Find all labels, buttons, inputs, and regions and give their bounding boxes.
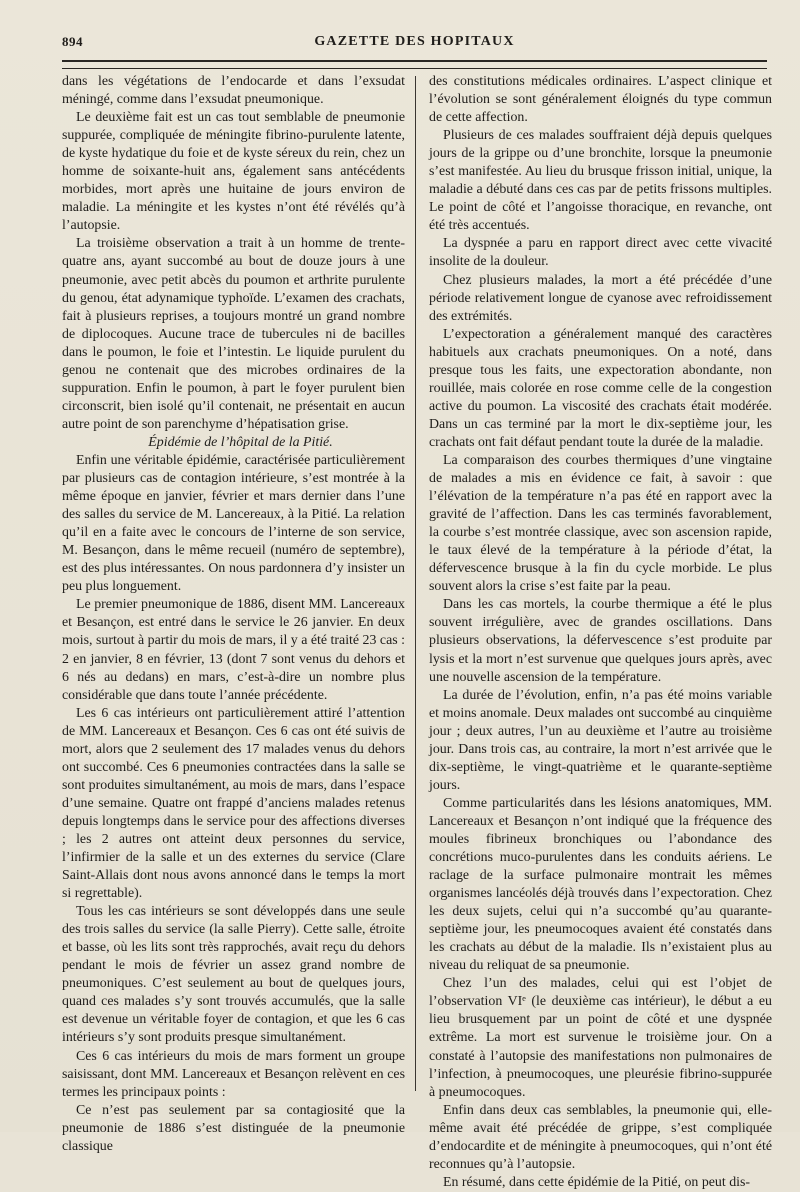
paragraph: L’expectoration a généralement manqué des caractères habituels aux crachats pneumoniques. On a noté, dans presque tous les faits, une expectoration abondante, non rouillée, mais colorée en rose comme celle de la congestion active du poumon. La viscosité des crachats était modérée. Dans un cas terminé par la mort le dix-septième jour, les crachats ont fait défaut pendant toute la durée de la maladie. [429, 326, 772, 450]
paragraph: Ces 6 cas intérieurs du mois de mars forment un groupe saisissant, dont MM. Lancereaux et Besançon relèvent en ces termes les principaux points : [62, 1048, 405, 1100]
paragraph: Enfin une véritable épidémie, caractérisée particulièrement par plusieurs cas de contagion intérieure, s’est montrée à la même époque en janvier, février et mars dernier dans l’une des salles du service de M. Lancereaux, à la Pitié. La relation qu’il en a faite avec le concours de l’interne de son service, M. Besançon, dans le même recueil (numéro de septembre), est des plus intéressantes. On nous pardonnera d’y insister un peu plus longuement. [62, 452, 405, 595]
header-rule [62, 60, 767, 69]
section-heading: Épidémie de l’hôpital de la Pitié. [148, 434, 333, 450]
running-title: GAZETTE DES HOPITAUX [314, 34, 515, 49]
page-number: 894 [62, 34, 83, 49]
column-divider [415, 76, 416, 1091]
paragraph: Le deuxième fait est un cas tout semblable de pneumonie suppurée, compliquée de méningite fibrino-purulente latente, de kyste hydatique du foie et de kyste séreux du rein, chez un homme de soixante-huit ans, également sans antécédents morbides, mort après une huitaine de jours environ de maladie. La méningite et les kystes n’ont été révélés qu’à l’autopsie. [62, 110, 405, 234]
paragraph: Ce n’est pas seulement par sa contagiosité que la pneumonie de 1886 s’est distinguée de la pneumonie classique [62, 1102, 405, 1154]
paragraph: des constitutions médicales ordinaires. L’aspect clinique et l’évolution se sont généralement éloignés du type commun de cette affection. [429, 74, 772, 126]
paragraph: Chez plusieurs malades, la mort a été précédée d’une période relativement longue de cyanose avec refroidissement des extrémités. [429, 272, 772, 324]
paragraph: Enfin dans deux cas semblables, la pneumonie qui, elle-même avait été précédée de grippe, s’est compliquée d’endocardite et de méningite à pneumocoques, qui n’ont été reconnues qu’à l’autopsie. [429, 1102, 772, 1172]
paragraph: En résumé, dans cette épidémie de la Pitié, on peut dis- [443, 1174, 751, 1190]
page-header [62, 30, 767, 56]
paragraph: Le premier pneumonique de 1886, disent MM. Lancereaux et Besançon, est entré dans le service le 26 janvier. En deux mois, surtout à partir du mois de mars, il y a été traité 23 cas : 2 en janvier, 8 en février, 13 (dont 7 sont venus du dehors et 6 nés au dedans) en mars, c’est-à-dire un nombre plus considérable que dans toute l’année précédente. [62, 597, 405, 703]
paragraph: La durée de l’évolution, enfin, n’a pas été moins variable et moins anomale. Deux malades ont succombé au cinquième jour ; deux autres, l’un au deuxième et l’autre au troisième jour. Dans trois cas, au contraire, la mort n’est arrivée que le dix-septième, le vingt-quatrième et le quarante-septième jours. [429, 687, 772, 793]
right-column [429, 73, 772, 1192]
paragraph: Les 6 cas intérieurs ont particulièrement attiré l’attention de MM. Lancereaux et Besançon. Ces 6 cas ont été suivis de mort, alors que 2 seulement des 17 malades venus du dehors ont succombé. Ces 6 pneumonies contractées dans la salle se sont produites simultanément, au mois de mars, dans l’espace d’une semaine. Quatre ont frappé d’anciens malades retenus depuis longtemps dans le service pour des affections diverses ; les 2 autres ont atteint deux personnes du service, l’infirmier de la salle et un des externes du service (Clare Saint-Allais dont nous avons annoncé dans le temps la mort si regrettable). [62, 705, 405, 902]
paragraph: Plusieurs de ces malades souffraient déjà depuis quelques jours de la grippe ou d’une bronchite, lorsque la pneumonie s’est manifestée. Au lieu du brusque frisson initial, unique, la maladie a débuté dans ces cas par de petits frissons multiples. Le point de côté et l’angoisse thoracique, en revanche, ont été très accentués. [429, 128, 772, 234]
paragraph: La comparaison des courbes thermiques d’une vingtaine de malades a mis en évidence ce fait, à savoir : que l’élévation de la température n’a pas été en rapport avec la gravité de l’affection. Dans les cas terminés favorablement, la courbe s’est montrée classique, avec son ascension rapide, le taux élevé de la température à la période d’état, la défervescence brusque à la fin du cycle morbide. Le plus souvent alors la crise s’est faite par la peau. [429, 452, 772, 595]
paragraph: Chez l’un des malades, celui qui est l’objet de l’observation VIᵉ (le deuxième cas intérieur), le début a eu lieu brusquement par un point de côté et une dyspnée extrême. La mort est survenue le troisième jour. On a constaté à l’autopsie des manifestations non pulmonaires de l’infection, à pneumocoques, une pleurésie fibrino-suppurée à pneumocoques. [429, 976, 772, 1100]
paragraph: Comme particularités dans les lésions anatomiques, MM. Lancereaux et Besançon n’ont indiqué que la fréquence des moules fibrineux bronchiques ou l’abondance des concrétions muco-purulentes dans les conduits aériens. Le raclage de la surface pulmonaire montrait les mêmes organismes lancéolés déjà trouvés dans l’expectoration. Chez les deux sujets, celui qui n’a succombé qu’au quarante-septième jour, les pneumocoques avaient été constatés dans les crachats au début de la maladie. Ils n’existaient plus au niveau du reliquat de sa pneumonie. [429, 795, 772, 974]
paragraph: Tous les cas intérieurs se sont développés dans une seule des trois salles du service (la salle Pierry). Cette salle, étroite et basse, où les lits sont très rapprochés, avait reçu du dehors pendant le mois de février un assez grand nombre de pneumoniques. C’est seulement au bout de quelques jours, quand ces malades s’y sont trouvés accumulés, que la salle est devenue un véritable foyer de contagion, et que les 6 cas intérieurs s’y sont produits presque simultanément. [62, 904, 405, 1046]
paragraph: dans les végétations de l’endocarde et dans l’exsudat méningé, comme dans l’exsudat pneumonique. [62, 74, 405, 108]
paragraph: La troisième observation a trait à un homme de trente-quatre ans, ayant succombé au bout de douze jours à une pneumonie, avec petit abcès du poumon et arthrite purulente du genou, état adynamique typhoïde. L’examen des crachats, fait à plusieurs reprises, a toujours montré un grand nombre de diplocoques. Aucune trace de tubercules ni de bacilles dans le poumon, le foie et l’intestin. Le liquide purulent du genou ne contenait que des microbes ordinaires de la suppuration. Enfin le poumon, à part le foyer purulent bien circonscrit, bien isolé qu’il contenait, ne présentait en aucun autre point de son parenchyme d’hépatisation grise. [62, 236, 405, 432]
left-column [62, 73, 405, 1156]
paragraph: Dans les cas mortels, la courbe thermique a été le plus souvent irrégulière, avec de grandes oscillations. Dans plusieurs observations, la défervescence s’est produite par lysis et la mort n’est survenue que quelques jours après, avec une nouvelle ascension de la température. [429, 597, 772, 685]
paragraph: La dyspnée a paru en rapport direct avec cette vivacité insolite de la douleur. [429, 236, 772, 270]
